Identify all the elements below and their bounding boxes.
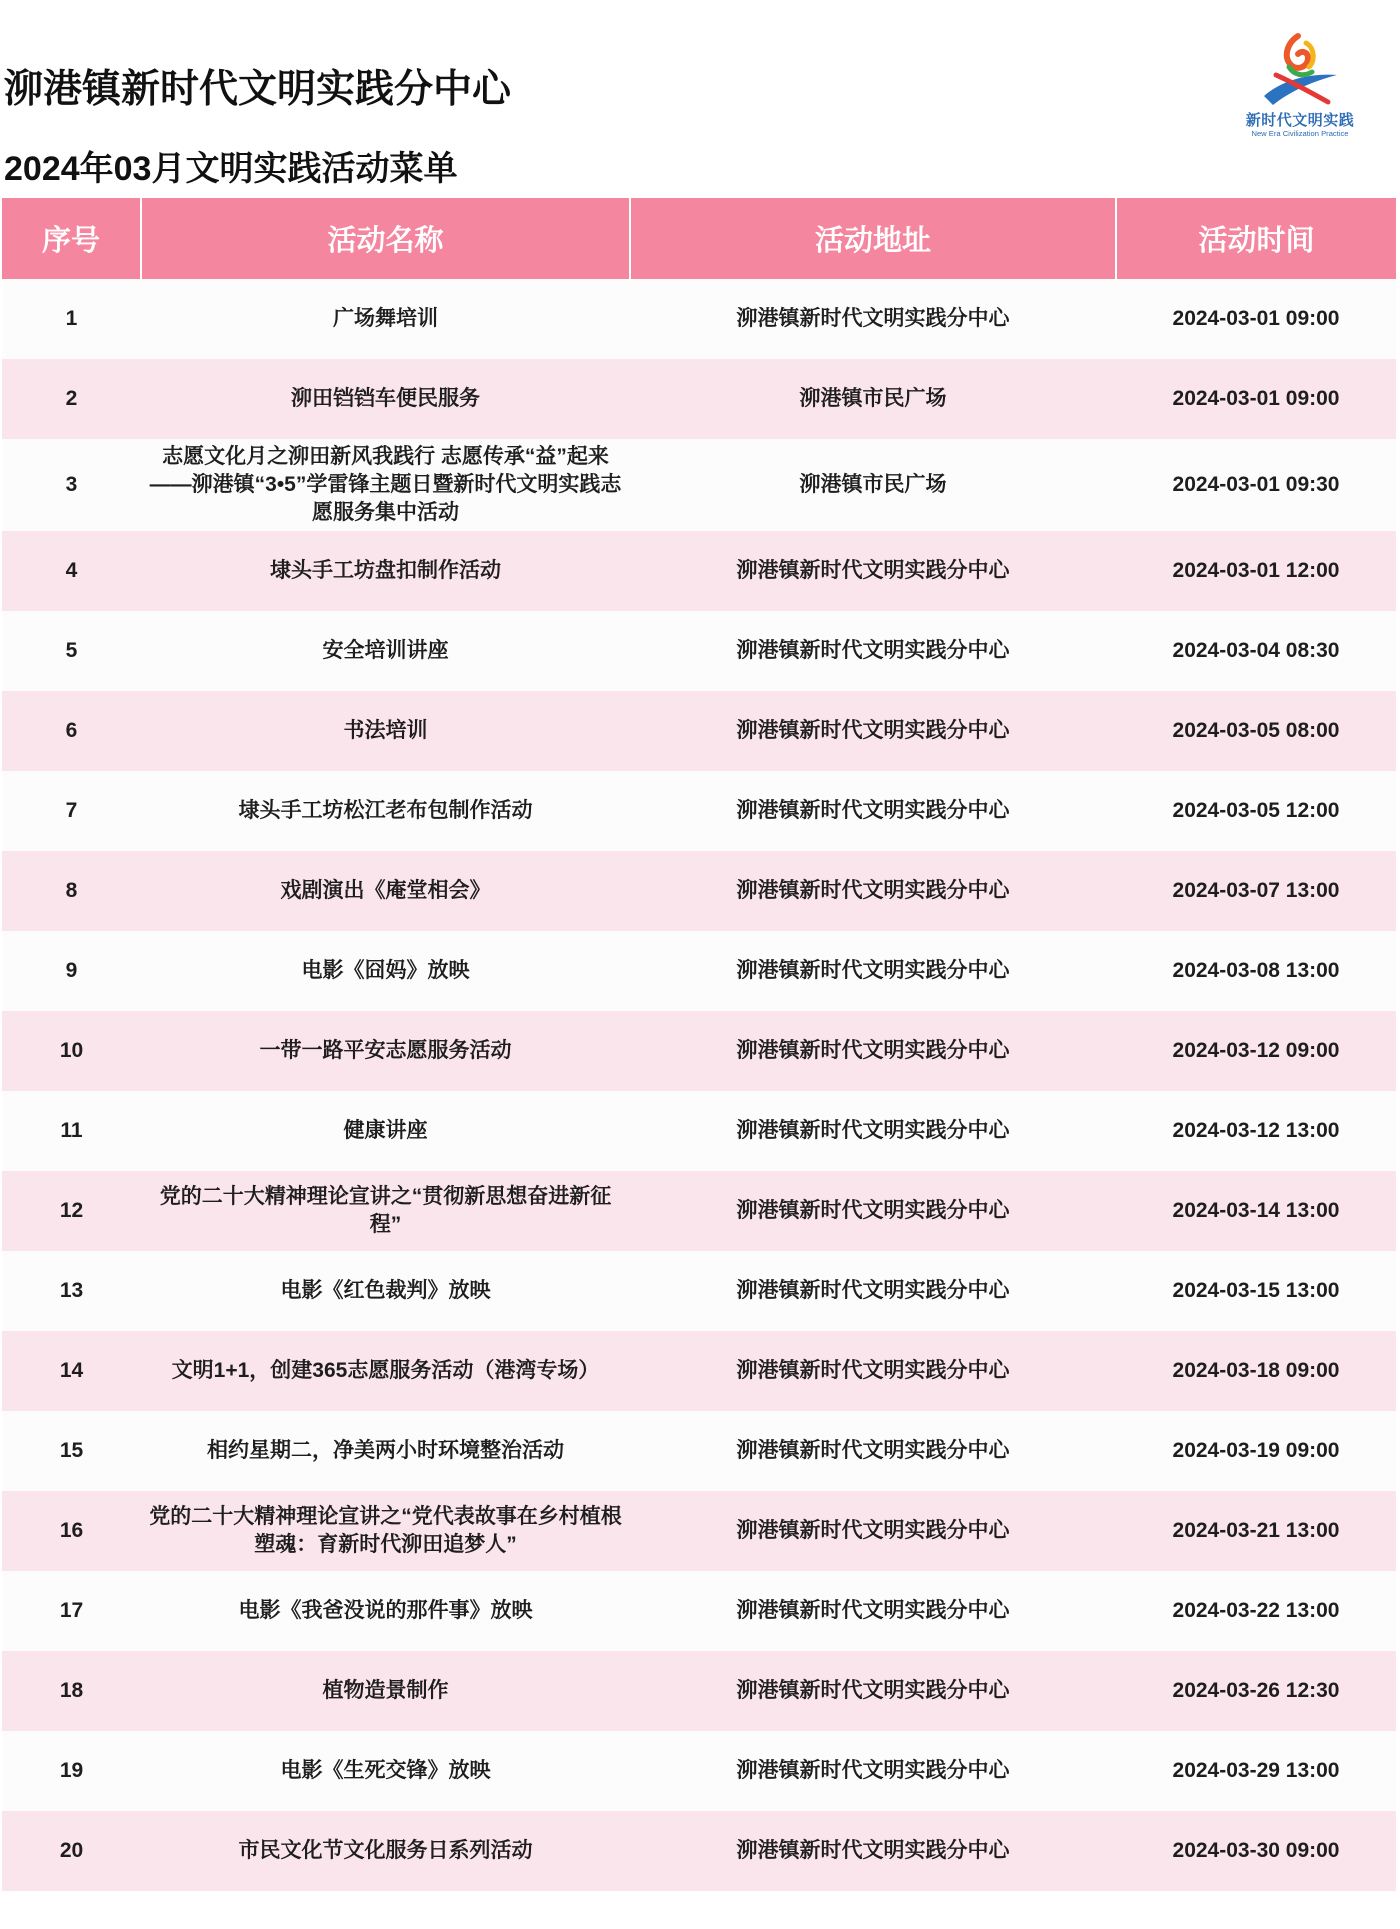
column-header-index: 序号 [2,198,141,279]
cell-activity-name: 埭头手工坊盘扣制作活动 [270,559,501,582]
table-header-row [2,198,1396,279]
cell-activity-name: 电影《我爸没说的那件事》放映 [238,1599,533,1622]
table-row [2,439,1396,531]
cell-activity-name: 书法培训 [343,719,428,742]
table-row [2,1171,1396,1251]
cell-activity-name: 电影《红色裁判》放映 [280,1279,491,1302]
column-header-activity-name: 活动名称 [141,198,630,279]
table-row [2,931,1396,1011]
cell-time: 2024-03-30 09:00 [1172,1839,1340,1862]
cell-address: 泖港镇新时代文明实践分中心 [736,1439,1010,1462]
cell-index: 3 [65,473,78,496]
cell-activity-name: 安全培训讲座 [322,639,449,662]
cell-time: 2024-03-05 12:00 [1172,799,1340,822]
cell-time: 2024-03-21 13:00 [1172,1519,1340,1542]
cell-time: 2024-03-18 09:00 [1172,1359,1340,1382]
civilization-practice-logo [1240,30,1360,145]
table-row [2,1811,1396,1891]
cell-address: 泖港镇新时代文明实践分中心 [736,959,1010,982]
cell-index: 13 [59,1279,84,1302]
table-row [2,531,1396,611]
cell-activity-name: 文明1+1，创建365志愿服务活动（港湾专场） [171,1359,600,1382]
cell-index: 12 [59,1199,84,1222]
cell-address: 泖港镇新时代文明实践分中心 [736,639,1010,662]
civilization-practice-logo-icon [1240,30,1360,110]
cell-time: 2024-03-22 13:00 [1172,1599,1340,1622]
logo-text-cn: 新时代文明实践 [1245,112,1355,129]
cell-index: 6 [65,719,78,742]
cell-time: 2024-03-29 13:00 [1172,1759,1340,1782]
cell-address: 泖港镇新时代文明实践分中心 [736,559,1010,582]
cell-time: 2024-03-05 08:00 [1172,719,1340,742]
table-row [2,691,1396,771]
table-row [2,1571,1396,1651]
cell-activity-name: 广场舞培训 [333,307,438,330]
table-row [2,359,1396,439]
cell-activity-name: 泖田铛铛车便民服务 [291,387,480,410]
cell-index: 7 [65,799,78,822]
table-row [2,611,1396,691]
cell-activity-name: 戏剧演出《庵堂相会》 [280,879,491,902]
cell-time: 2024-03-01 09:00 [1172,307,1340,330]
cell-activity-name: 市民文化节文化服务日系列活动 [238,1839,533,1862]
cell-activity-name: 志愿文化月之泖田新风我践行 志愿传承“益”起来 ——泖港镇“3•5”学雷锋主题日暨新时代文明实践志愿服务集中活动 [149,445,622,524]
cell-time: 2024-03-01 12:00 [1172,559,1340,582]
page-title: 泖港镇新时代文明实践分中心 [4,68,512,112]
table-row [2,851,1396,931]
cell-address: 泖港镇新时代文明实践分中心 [736,1279,1010,1302]
cell-index: 16 [59,1519,84,1542]
table-row [2,1331,1396,1411]
cell-activity-name: 党的二十大精神理论宣讲之“党代表故事在乡村植根塑魂：育新时代泖田追梦人” [149,1505,622,1556]
table-row [2,279,1396,359]
cell-time: 2024-03-12 13:00 [1172,1119,1340,1142]
cell-address: 泖港镇新时代文明实践分中心 [736,799,1010,822]
logo-ribbon-orange [1287,36,1308,68]
cell-address: 泖港镇市民广场 [799,473,947,496]
cell-time: 2024-03-01 09:00 [1172,387,1340,410]
cell-time: 2024-03-12 09:00 [1172,1039,1340,1062]
cell-time: 2024-03-01 09:30 [1172,473,1340,496]
cell-index: 18 [59,1679,84,1702]
cell-address: 泖港镇新时代文明实践分中心 [736,1119,1010,1142]
cell-time: 2024-03-04 08:30 [1172,639,1340,662]
cell-address: 泖港镇新时代文明实践分中心 [736,1759,1010,1782]
cell-activity-name: 健康讲座 [343,1119,428,1142]
cell-activity-name: 植物造景制作 [322,1679,449,1702]
cell-time: 2024-03-15 13:00 [1172,1279,1340,1302]
table-row [2,771,1396,851]
cell-time: 2024-03-19 09:00 [1172,1439,1340,1462]
cell-address: 泖港镇新时代文明实践分中心 [736,1599,1010,1622]
cell-index: 17 [59,1599,84,1622]
cell-address: 泖港镇新时代文明实践分中心 [736,1679,1010,1702]
cell-address: 泖港镇新时代文明实践分中心 [736,1359,1010,1382]
column-header-time: 活动时间 [1116,198,1396,279]
cell-index: 1 [65,307,78,330]
table-row [2,1411,1396,1491]
cell-time: 2024-03-14 13:00 [1172,1199,1340,1222]
cell-address: 泖港镇新时代文明实践分中心 [736,1839,1010,1862]
cell-address: 泖港镇新时代文明实践分中心 [736,307,1010,330]
cell-index: 19 [59,1759,84,1782]
cell-address: 泖港镇新时代文明实践分中心 [736,1199,1010,1222]
cell-index: 2 [65,387,78,410]
table-row [2,1651,1396,1731]
cell-index: 14 [59,1359,84,1382]
table-row [2,1251,1396,1331]
cell-address: 泖港镇新时代文明实践分中心 [736,719,1010,742]
page-subtitle: 2024年03月文明实践活动菜单 [4,150,458,189]
table-row [2,1011,1396,1091]
cell-activity-name: 一带一路平安志愿服务活动 [259,1039,512,1062]
cell-index: 10 [59,1039,84,1062]
table-row [2,1091,1396,1171]
cell-index: 4 [65,559,78,582]
cell-index: 8 [65,879,78,902]
cell-address: 泖港镇市民广场 [799,387,947,410]
cell-address: 泖港镇新时代文明实践分中心 [736,1039,1010,1062]
cell-activity-name: 相约星期二，净美两小时环境整治活动 [207,1439,564,1462]
cell-activity-name: 电影《生死交锋》放映 [280,1759,491,1782]
cell-time: 2024-03-07 13:00 [1172,879,1340,902]
cell-time: 2024-03-08 13:00 [1172,959,1340,982]
cell-address: 泖港镇新时代文明实践分中心 [736,879,1010,902]
table-row [2,1491,1396,1571]
cell-address: 泖港镇新时代文明实践分中心 [736,1519,1010,1542]
activity-table [2,198,1396,1891]
table-body [2,279,1396,1891]
cell-index: 20 [59,1839,84,1862]
cell-index: 9 [65,959,78,982]
column-header-address: 活动地址 [630,198,1116,279]
cell-index: 11 [60,1119,83,1142]
cell-activity-name: 党的二十大精神理论宣讲之“贯彻新思想奋进新征程” [159,1185,612,1236]
cell-index: 5 [65,639,78,662]
cell-time: 2024-03-26 12:30 [1172,1679,1340,1702]
cell-activity-name: 埭头手工坊松江老布包制作活动 [238,799,533,822]
logo-text-en: New Era Civilization Practice [1251,129,1349,138]
table-row [2,1731,1396,1811]
cell-activity-name: 电影《囧妈》放映 [301,959,470,982]
cell-index: 15 [59,1439,84,1462]
